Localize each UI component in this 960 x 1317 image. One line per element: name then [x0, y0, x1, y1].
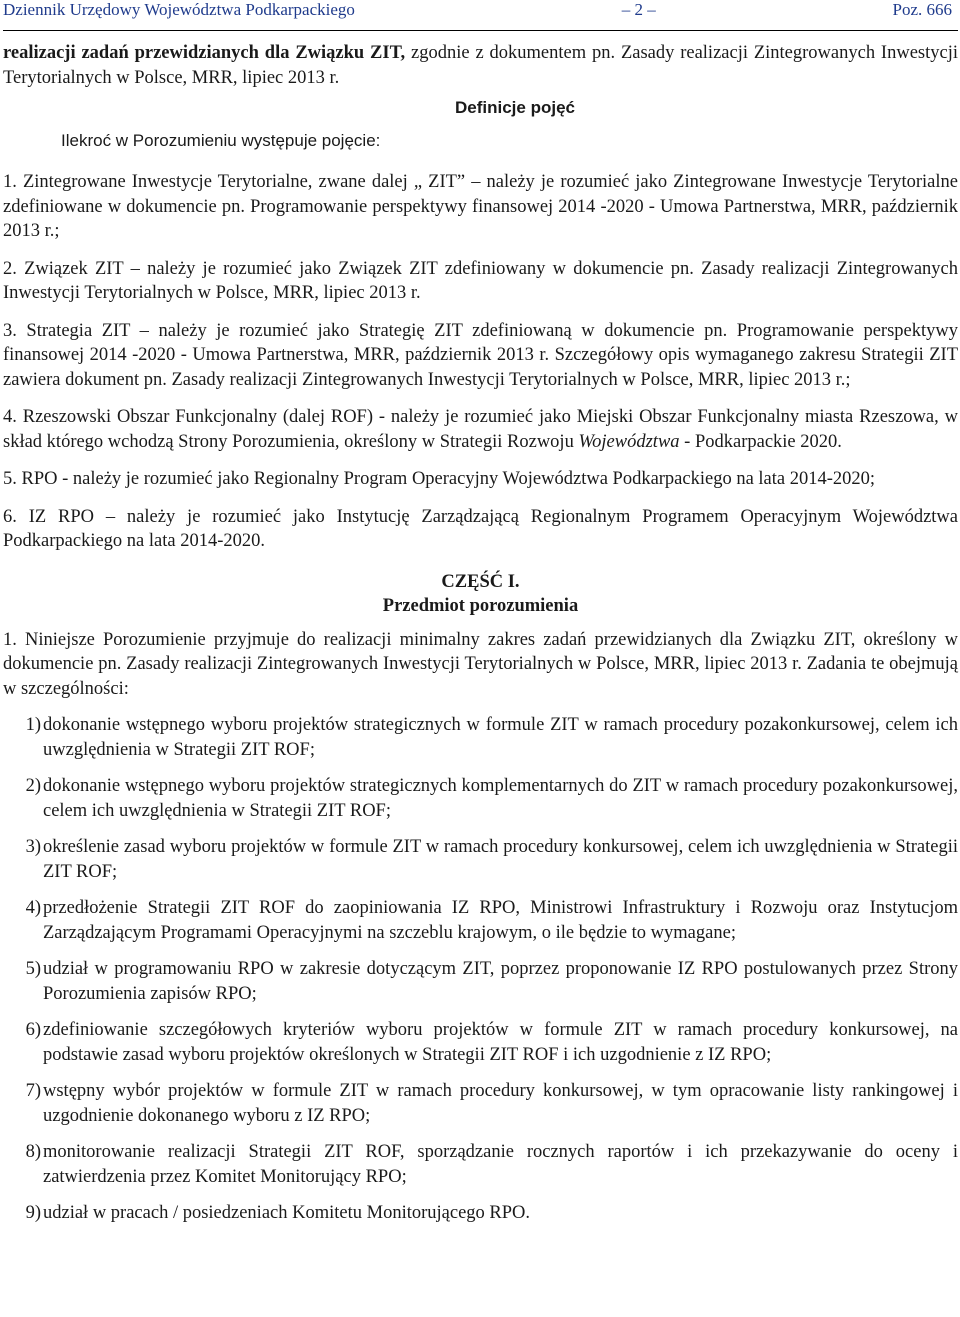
- task-text: udział w programowaniu RPO w zakresie dotyczącym ZIT, poprzez proponowanie IZ RPO postulowanych przez Strony Porozumienia zapisów RPO;: [43, 959, 958, 1004]
- part-subtitle: Przedmiot porozumienia: [382, 595, 579, 616]
- task-text: określenie zasad wyboru projektów w formule ZIT w ramach procedury konkursowej, celem ich uwzględnienia w Strategii ZIT ROF;: [43, 837, 958, 882]
- definition-4-italic: Województwa: [578, 431, 680, 452]
- task-list: [3, 713, 958, 1226]
- task-number: 9): [25, 1203, 41, 1223]
- task-item: [3, 774, 958, 823]
- task-number: 3): [25, 837, 41, 857]
- task-item: [3, 1140, 958, 1189]
- definition-2: 2. Związek ZIT – należy je rozumieć jako Związek ZIT zdefiniowany w dokumencie pn. Zasady realizacji Zintegrowanych Inwestycji Terytorialnych w Polsce, MRR, lipiec 2013 r.: [3, 258, 958, 303]
- task-text: wstępny wybór projektów w formule ZIT w ramach procedury konkursowej, w tym opracowanie listy rankingowej i uzgodnienie dokonanego wyboru z IZ RPO;: [43, 1081, 958, 1126]
- definition-4: [3, 405, 958, 454]
- task-text: monitorowanie realizacji Strategii ZIT ROF, sporządzanie rocznych raportów i ich przekazywanie do oceny i zatwierdzenia przez Komitet Monitorujący RPO;: [43, 1142, 958, 1187]
- definition-4-text: 4. Rzeszowski Obszar Funkcjonalny (dalej ROF) - należy je rozumieć jako Miejski Obszar Funkcjonalny miasta Rzeszowa, w skład którego wchodzą Strony Porozumienia, określony w Strategii Rozwoju: [3, 407, 958, 452]
- page-header: [3, 0, 958, 31]
- task-text: zdefiniowanie szczegółowych kryteriów wyboru projektów w formule ZIT w ramach procedury konkursowej, na podstawie zasad wyboru projektów określonych w Strategii ZIT ROF i ich uzgodnienie z IZ RPO;: [43, 1020, 958, 1065]
- lead-text: Ilekroć w Porozumieniu występuje pojęcie:: [61, 131, 381, 150]
- section-heading: Definicje pojęć: [455, 98, 575, 117]
- task-number: 1): [25, 715, 41, 735]
- intro-paragraph: [3, 41, 958, 90]
- task-item: [3, 896, 958, 945]
- definition-1: 1. Zintegrowane Inwestycje Terytorialne, zwane dalej „ ZIT” – należy je rozumieć jako Zintegrowane Inwestycje Terytorialne zdefiniowane w dokumencie pn. Programowanie perspektywy finansowej 2014 -2020 - Umowa Partnerstwa, MRR, październik 2013 r.;: [3, 172, 958, 241]
- task-item: [3, 713, 958, 762]
- task-item: [3, 1079, 958, 1128]
- intro-bold: realizacji zadań przewidzianych dla Związku ZIT,: [3, 43, 406, 63]
- task-number: 2): [25, 776, 41, 796]
- definition-6: 6. IZ RPO – należy je rozumieć jako Instytucję Zarządzającą Regionalnym Programem Operacyjnym Województwa Podkarpackiego na lata 2014-2020.: [3, 506, 958, 551]
- task-number: 6): [25, 1020, 41, 1040]
- task-text: udział w pracach / posiedzeniach Komitetu Monitorującego RPO.: [43, 1203, 531, 1223]
- task-item: [3, 1018, 958, 1067]
- position-number: Poz. 666: [892, 0, 952, 19]
- intro-rest: zgodnie z dokumentem pn. Zasady realizacji Zintegrowanych Inwestycji Terytorialnych w Polsce, MRR, lipiec 2013 r.: [3, 43, 958, 88]
- task-number: 8): [25, 1142, 41, 1162]
- task-number: 4): [25, 898, 41, 918]
- task-text: dokonanie wstępnego wyboru projektów strategicznych komplementarnych do ZIT w ramach procedury pozakonkursowej, celem ich uwzględnienia w Strategii ZIT ROF;: [43, 776, 958, 821]
- definition-3: 3. Strategia ZIT – należy je rozumieć jako Strategię ZIT zdefiniowaną w dokumencie pn. Programowanie perspektywy finansowej 2014 -2020 - Umowa Partnerstwa, MRR, październik 2013 r. Szczegółowy opis wymaganego zakresu Strategii ZIT zawiera dokument pn. Zasady realizacji Zintegrowanych Inwestycji Terytorialnych w Polsce, MRR, lipiec 2013 r.;: [3, 320, 958, 390]
- part-title: CZĘŚĆ I.: [441, 571, 520, 592]
- task-item: [3, 1201, 958, 1226]
- task-text: dokonanie wstępnego wyboru projektów strategicznych w formule ZIT w ramach procedury pozakonkursowej, celem ich uwzględnienia w Strategii ZIT ROF;: [43, 715, 958, 760]
- definitions-lead: [3, 98, 958, 156]
- task-number: 5): [25, 959, 41, 979]
- definition-5: 5. RPO - należy je rozumieć jako Regionalny Program Operacyjny Województwa Podkarpackiego na lata 2014-2020;: [3, 469, 876, 489]
- task-item: [3, 957, 958, 1006]
- part-intro: 1. Niniejsze Porozumienie przyjmuje do realizacji minimalny zakres zadań przewidzianych dla Związku ZIT, określony w dokumencie pn. Zasady realizacji Zintegrowanych Inwestycji Terytorialnych w Polsce, MRR, lipiec 2013 r. Zadania te obejmują w szczególności:: [3, 629, 958, 699]
- journal-name: Dziennik Urzędowy Województwa Podkarpackiego: [3, 0, 355, 19]
- task-item: [3, 835, 958, 884]
- page-number: – 2 –: [621, 0, 656, 19]
- task-number: 7): [25, 1081, 41, 1101]
- definition-4-end: - Podkarpackie 2020.: [679, 431, 842, 452]
- task-text: przedłożenie Strategii ZIT ROF do zaopiniowania IZ RPO, Ministrowi Infrastruktury i Rozwoju oraz Instytucjom Zarządzającym Programami Operacyjnymi na szczeblu krajowym, o ile będzie to wymagane;: [43, 898, 958, 943]
